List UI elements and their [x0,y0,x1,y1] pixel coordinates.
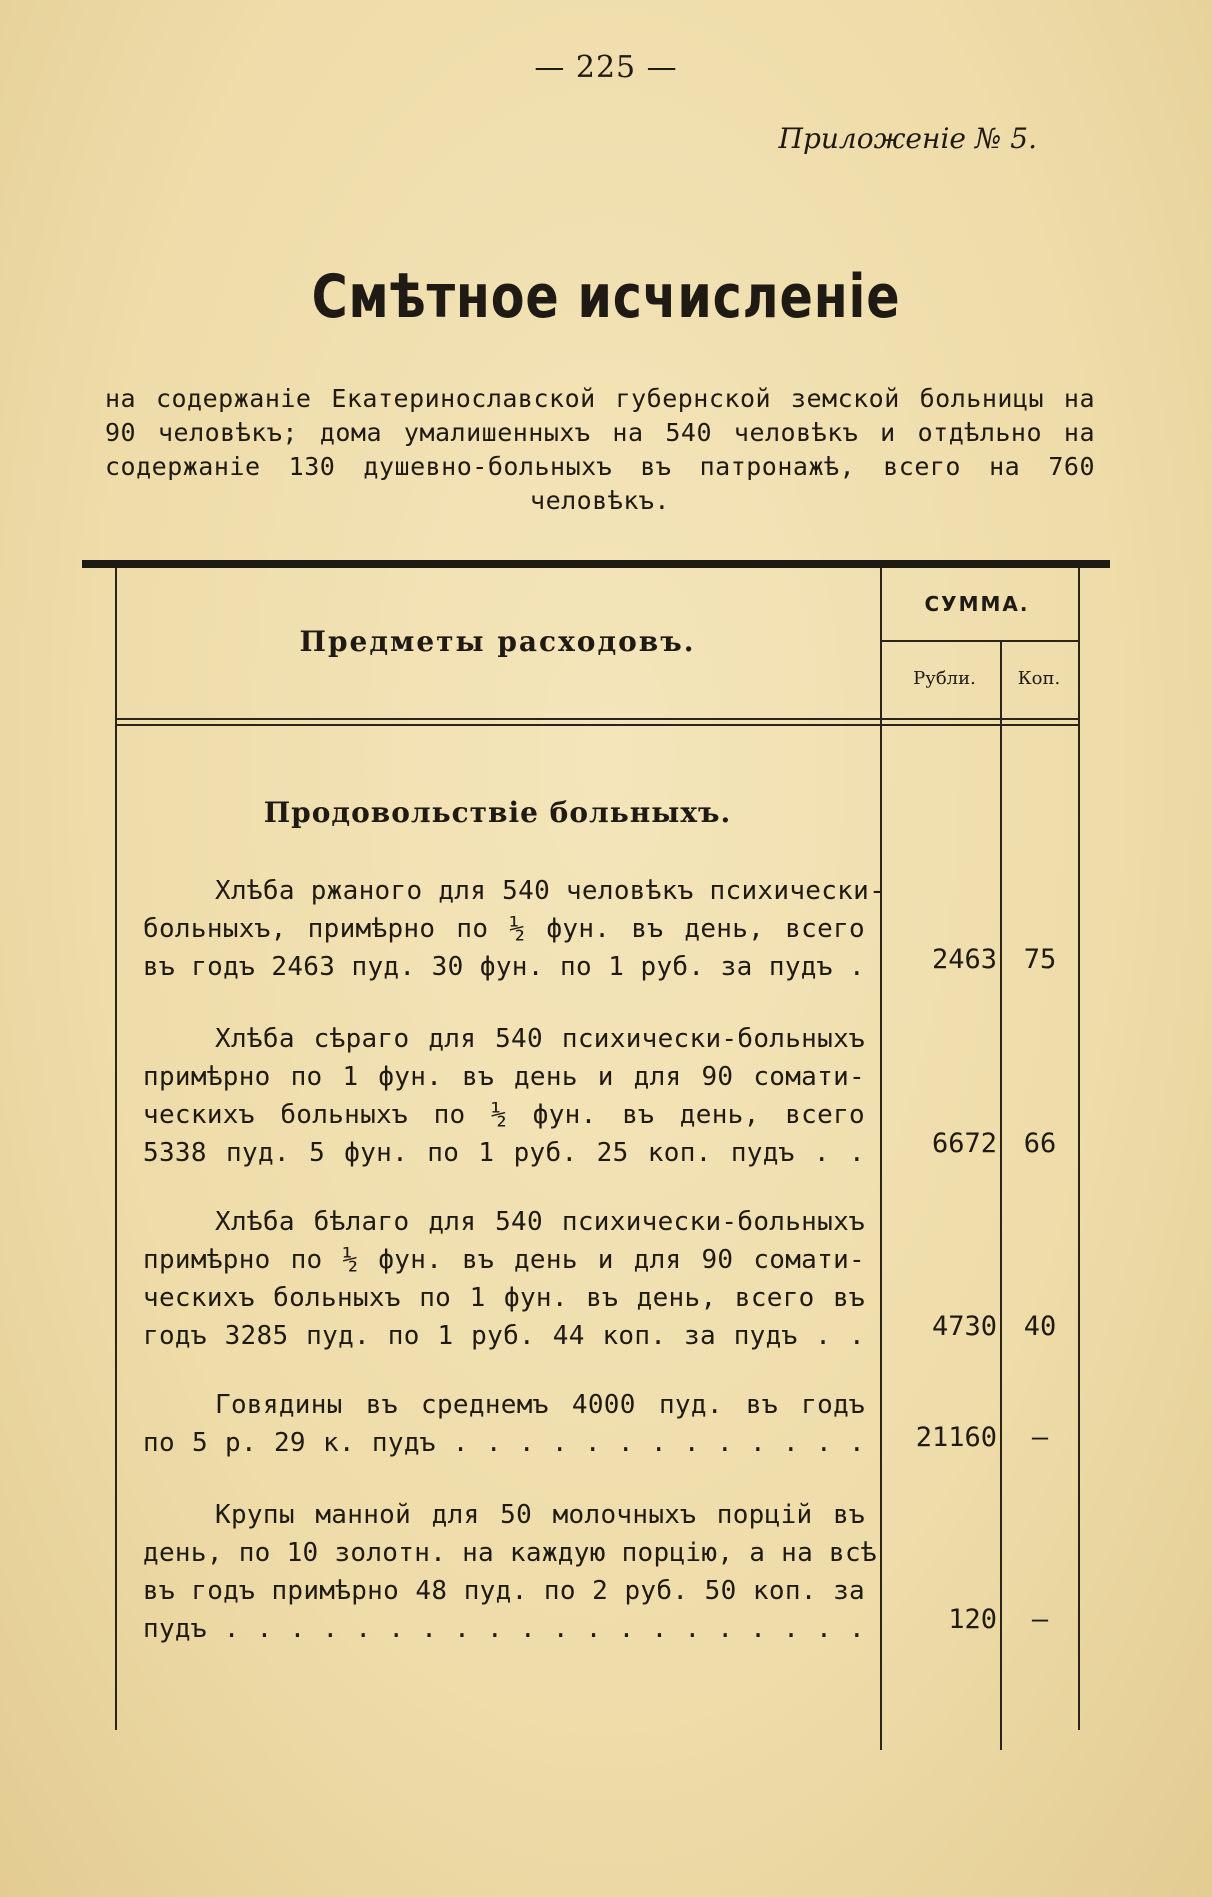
row-rubles: 120 [948,1604,997,1635]
table-row [143,872,886,986]
row-text-line: Хлѣба бѣлаго для 540 психически-больныхъ [215,1207,865,1237]
row-text-line: больныхъ, примѣрно по ½ фун. въ день, всего [143,914,865,944]
appendix-label: Приложеніе № 5. [778,122,1037,155]
row-text-line: ческихъ больныхъ по 1 фун. въ день, всего въ [143,1283,865,1313]
row-text-line: примѣрно по ½ фун. въ день и для 90 сомати- [143,1245,865,1275]
row-kopecks: 40 [1023,1311,1057,1342]
column-header-kopecks: Коп. [1017,668,1061,689]
top-rule [82,560,1110,568]
row-text-line: годъ 3285 пуд. по 1 руб. 44 коп. за пудъ . . [143,1321,865,1351]
row-rubles: 2463 [931,944,997,975]
row-text-line: Крупы манной для 50 молочныхъ порцій въ [215,1500,865,1530]
section-heading: Продовольствіе больныхъ. [263,796,732,829]
row-text-line: пудъ . . . . . . . . . . . . . . . . . . . . [143,1614,865,1644]
column-header-rubles: Рубли. [913,668,976,689]
row-text-line: Говядины въ среднемъ 4000 пуд. въ годъ [215,1390,865,1420]
document-title: Смѣтное исчисленіе [311,262,901,332]
row-text-line: въ годъ 2463 пуд. 30 фун. по 1 руб. за пудъ . [143,952,865,982]
table-row [143,1203,865,1355]
table-row [143,1386,865,1462]
row-rubles: 21160 [915,1422,997,1453]
header-bottom-rule-2 [117,724,1078,726]
row-text-line: въ годъ примѣрно 48 пуд. по 2 руб. 50 коп. за [143,1576,865,1606]
row-kopecks: — [1031,1604,1049,1635]
row-text-line: примѣрно по 1 фун. въ день и для 90 сомати- [143,1062,865,1092]
sum-header-divider [882,640,1078,642]
table-row [143,1496,877,1648]
row-text-line: Хлѣба ржаного для 540 человѣкъ психически- [215,876,886,906]
page-number: — 225 — [534,50,678,85]
row-rubles: 6672 [931,1128,997,1159]
row-kopecks: 75 [1023,944,1057,975]
row-text-line: по 5 р. 29 к. пудъ . . . . . . . . . . . . . [143,1428,865,1458]
row-text-line: 5338 пуд. 5 фун. по 1 руб. 25 коп. пудъ . . [143,1138,865,1168]
table-sum-divider [880,568,882,1750]
row-text-line: день, по 10 золотн. на каждую порцію, а на всѣ [143,1538,877,1568]
table-kop-divider [1000,640,1002,1750]
table-right-border [1078,568,1080,1730]
column-header-items: Предметы расходовъ. [299,625,696,658]
document-subtitle: на содержаніе Екатеринославской губернской земской больницы на 90 человѣкъ; дома умалишенныхъ на 540 человѣкъ и отдѣльно на содержаніе 130 душевно-больныхъ въ патронажѣ, всего на 760 человѣкъ. [105,384,1095,515]
table-left-border [115,568,117,1730]
column-header-sum: СУММА. [924,592,1030,616]
table-row [143,1020,865,1172]
row-text-line: Хлѣба сѣраго для 540 психически-больныхъ [215,1024,865,1054]
row-kopecks: — [1031,1422,1049,1453]
row-text-line: ческихъ больныхъ по ½ фун. въ день, всего [143,1100,865,1130]
row-kopecks: 66 [1023,1128,1057,1159]
header-bottom-rule-1 [117,718,1078,720]
row-rubles: 4730 [931,1311,997,1342]
